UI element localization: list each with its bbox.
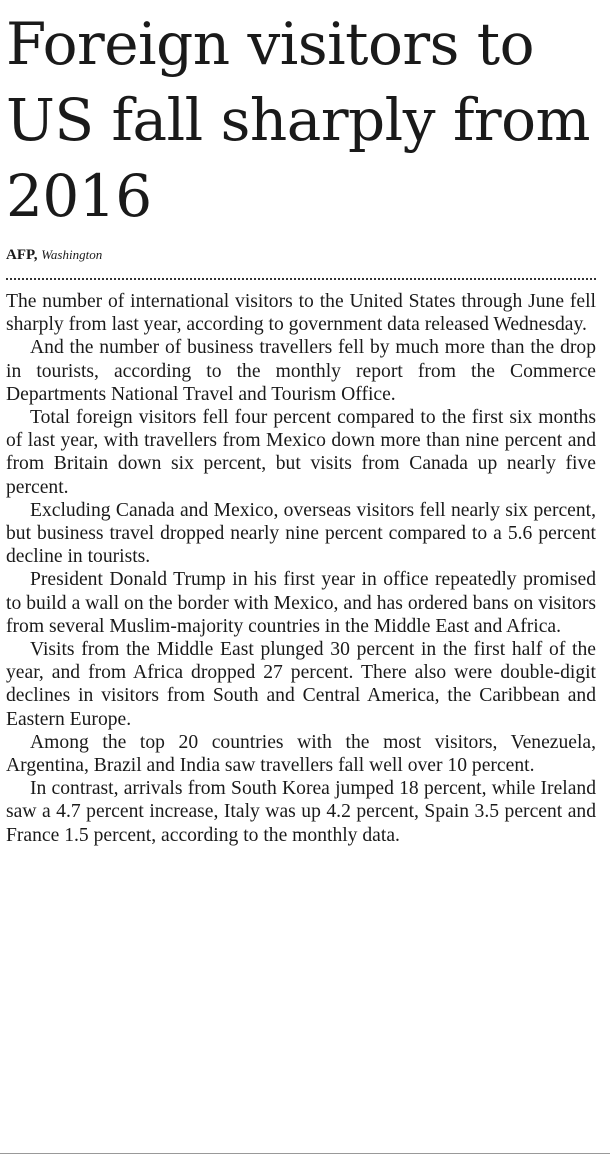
dotted-divider [6, 278, 596, 280]
paragraph: Excluding Canada and Mexico, overseas visitors fell nearly six percent, but business travel dropped nearly nine percent compared to a 5.6 percent decline in tourists. [6, 499, 596, 568]
headline: Foreign visitors to US fall sharply from 2016 [6, 10, 591, 230]
paragraph: Total foreign visitors fell four percent compared to the first six months of last year, with travellers from Mexico down more than nine percent and from Britain down six percent, but visits from Canada up nearly five percent. [6, 407, 596, 498]
bottom-rule [0, 1153, 610, 1154]
paragraph: In contrast, arrivals from South Korea jumped 18 percent, while Ireland saw a 4.7 percent increase, Italy was up 4.2 percent, Spain 3.5 percent and France 1.5 percent, according to the monthly data. [6, 778, 596, 846]
byline [6, 246, 596, 264]
paragraph: Visits from the Middle East plunged 30 percent in the first half of the year, and from Africa dropped 27 percent. There also were double-digit declines in visitors from South and Central America, the Caribbean and Eastern Europe. [6, 639, 596, 730]
article-body [6, 290, 596, 847]
paragraph: The number of international visitors to the United States through June fell sharply from last year, according to government data released Wednesday. [6, 291, 596, 336]
paragraph: Among the top 20 countries with the most visitors, Venezuela, Argentina, Brazil and India saw travellers fall well over 10 percent. [6, 731, 596, 777]
byline-location: Washington [41, 247, 103, 262]
news-article [6, 0, 596, 847]
byline-agency: AFP, [6, 247, 38, 263]
paragraph: And the number of business travellers fell by much more than the drop in tourists, according to the monthly report from the Commerce Departments National Travel and Tourism Office. [6, 337, 596, 405]
paragraph: President Donald Trump in his first year in office repeatedly promised to build a wall on the border with Mexico, and has ordered bans on visitors from several Muslim-majority countries in the Middle East and Africa. [6, 569, 596, 637]
